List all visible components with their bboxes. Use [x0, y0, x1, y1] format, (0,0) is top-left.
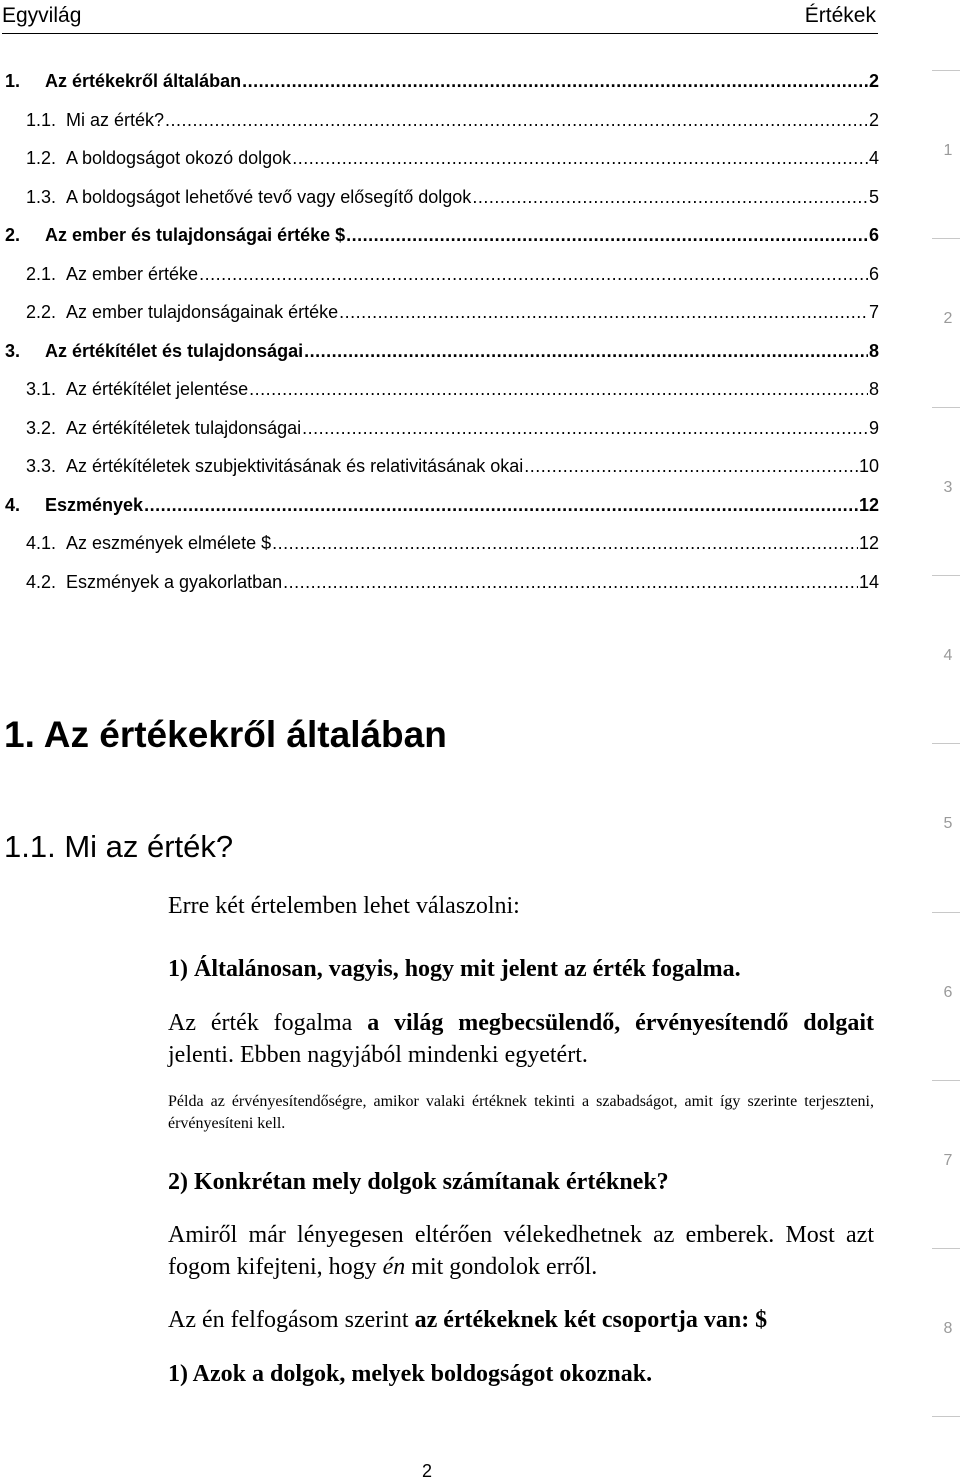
- toc-entry[interactable]: [5, 66, 879, 96]
- toc-dot-leader: [272, 528, 858, 558]
- groups-text-bold: az értékeknek két csoportja van: $: [414, 1307, 768, 1333]
- toc-dot-leader: [524, 451, 858, 481]
- side-nav-divider: [932, 407, 960, 408]
- toc-entry-title: Az eszmények elmélete $: [66, 533, 272, 553]
- toc-entry[interactable]: [26, 567, 879, 597]
- toc-entry-title: Az ember és tulajdonságai értéke $: [45, 225, 346, 245]
- side-nav-divider: [932, 238, 960, 239]
- side-nav-divider: [932, 575, 960, 576]
- toc-entry-title: Az értékekről általában: [45, 71, 242, 91]
- toc-entry-number: 2.2.: [26, 302, 57, 322]
- toc-dot-leader: [339, 297, 868, 327]
- side-nav-page-7[interactable]: 7: [943, 1151, 953, 1169]
- toc-entry-page: 9: [868, 417, 879, 438]
- toc-entry-title: A boldogságot okozó dolgok: [66, 148, 292, 168]
- side-page-navigation: [932, 0, 960, 1481]
- toc-entry[interactable]: [26, 413, 879, 443]
- toc-entry[interactable]: [26, 105, 879, 135]
- side-nav-page-6[interactable]: 6: [943, 983, 953, 1001]
- toc-entry-number: 1.3.: [26, 186, 57, 207]
- toc-entry[interactable]: [26, 297, 879, 327]
- toc-dot-leader: [249, 374, 868, 404]
- toc-entry[interactable]: [5, 336, 879, 366]
- toc-entry-title: Eszmények: [45, 494, 144, 515]
- toc-entry-number: 3.3.: [26, 456, 57, 476]
- side-nav-page-2[interactable]: 2: [943, 310, 953, 328]
- toc-entry[interactable]: [5, 220, 879, 250]
- toc-dot-leader: [242, 66, 868, 96]
- toc-entry-title: Az ember tulajdonságainak értéke: [66, 302, 339, 322]
- toc-entry-number: 3.1.: [26, 379, 57, 399]
- toc-entry-number: 1.: [5, 71, 21, 91]
- toc-entry-title: Eszmények a gyakorlatban: [66, 571, 283, 592]
- side-nav-page-1[interactable]: 1: [943, 142, 953, 160]
- body-example-paragraph: Példa az érvényesítendőségre, amikor valaki értéknek tekinti a szabadságot, amit így szerinte terjeszteni, érvényesíteni kell.: [168, 1093, 874, 1132]
- toc-entry-page: 12: [858, 533, 879, 553]
- subsection-title: 1.1. Mi az érték?: [4, 829, 234, 864]
- toc-entry-page: 14: [858, 571, 879, 592]
- side-nav-page-5[interactable]: 5: [943, 815, 953, 833]
- side-nav-page-4[interactable]: 4: [943, 647, 953, 665]
- toc-entry[interactable]: [26, 374, 879, 404]
- toc-entry[interactable]: [5, 490, 879, 520]
- toc-dot-leader: [472, 182, 868, 212]
- toc-entry-page: 6: [868, 225, 879, 245]
- toc-entry-page: 5: [868, 186, 879, 207]
- toc-entry-number: 2.: [5, 225, 21, 245]
- toc-entry-title: A boldogságot lehetővé tevő vagy elősegítő dolgok: [66, 186, 472, 207]
- toc-entry-number: 4.1.: [26, 533, 57, 553]
- toc-dot-leader: [304, 336, 868, 366]
- side-nav-divider: [932, 70, 960, 71]
- toc-dot-leader: [302, 413, 868, 443]
- body-paragraph-intro: Erre két értelemben lehet válaszolni:: [168, 893, 520, 919]
- toc-entry-page: 12: [858, 494, 879, 515]
- toc-dot-leader: [346, 220, 868, 250]
- toc-entry-number: 1.2.: [26, 148, 57, 168]
- side-nav-divider: [932, 743, 960, 744]
- toc-entry-number: 1.1.: [26, 109, 57, 130]
- groups-text-a: Az én felfogásom szerint: [168, 1307, 415, 1333]
- body-paragraph-groups: [168, 1304, 874, 1336]
- section-title: 1. Az értékekről általában: [4, 714, 447, 755]
- definition-text-a: Az érték fogalma: [168, 1010, 368, 1036]
- toc-entry-page: 8: [868, 379, 879, 399]
- side-nav-divider: [932, 1248, 960, 1249]
- opinion-text-a: Amiről már lényegesen eltérően vélekedhetnek az emberek. Most azt fogom kifejteni, hogy: [168, 1222, 874, 1280]
- side-nav-divider: [932, 912, 960, 913]
- toc-entry-title: Az értékítélet és tulajdonságai: [45, 340, 304, 361]
- body-point-1-happiness: 1) Azok a dolgok, melyek boldogságot okoznak.: [168, 1361, 653, 1387]
- header-left-title: Egyvilág: [2, 4, 82, 27]
- toc-entry[interactable]: [26, 143, 879, 173]
- toc-entry-page: 6: [868, 263, 879, 284]
- body-paragraph-opinion: [168, 1219, 874, 1283]
- toc-entry[interactable]: [26, 528, 879, 558]
- body-paragraph-definition: [168, 1007, 874, 1071]
- toc-entry-page: 10: [858, 456, 879, 476]
- toc-entry-number: 4.: [5, 494, 21, 515]
- toc-entry-number: 3.: [5, 340, 21, 361]
- toc-entry[interactable]: [26, 182, 879, 212]
- toc-entry-title: Az értékítéletek szubjektivitásának és relativitásának okai: [66, 456, 524, 476]
- toc-dot-leader: [165, 105, 868, 135]
- opinion-text-italic: én: [382, 1254, 406, 1280]
- toc-entry-title: Az értékítélet jelentése: [66, 379, 249, 399]
- toc-dot-leader: [292, 143, 868, 173]
- side-nav-divider: [932, 1080, 960, 1081]
- toc-entry-page: 2: [868, 109, 879, 130]
- definition-text-bold: a világ megbecsülendő, érvényesítendő dolgait: [367, 1010, 874, 1036]
- toc-entry[interactable]: [26, 451, 879, 481]
- toc-dot-leader: [283, 567, 858, 597]
- toc-entry-number: 2.1.: [26, 263, 57, 284]
- footer-page-number: 2: [422, 1461, 433, 1481]
- toc-entry-title: Az értékítéletek tulajdonságai: [66, 417, 302, 438]
- opinion-text-c: mit gondolok erről.: [405, 1254, 598, 1280]
- toc-entry-page: 4: [868, 148, 879, 168]
- body-point-2-concrete: 2) Konkrétan mely dolgok számítanak értéknek?: [168, 1169, 669, 1195]
- side-nav-page-8[interactable]: 8: [943, 1320, 953, 1338]
- header-right-title: Értékek: [804, 4, 876, 27]
- body-point-1-general: 1) Általánosan, vagyis, hogy mit jelent az érték fogalma.: [168, 956, 741, 982]
- side-nav-page-3[interactable]: 3: [943, 478, 953, 496]
- toc-entry[interactable]: [26, 259, 879, 289]
- definition-text-c: jelenti. Ebben nagyjából mindenki egyetért.: [168, 1042, 588, 1068]
- toc-dot-leader: [199, 259, 868, 289]
- toc-entry-title: Az ember értéke: [66, 263, 199, 284]
- toc-entry-page: 2: [868, 71, 879, 91]
- side-nav-divider: [932, 1416, 960, 1417]
- toc-entry-page: 7: [868, 302, 879, 322]
- toc-entry-number: 3.2.: [26, 417, 57, 438]
- toc-entry-title: Mi az érték?: [66, 109, 165, 130]
- toc-entry-number: 4.2.: [26, 571, 57, 592]
- page-header: [2, 0, 878, 34]
- toc-dot-leader: [144, 490, 858, 520]
- toc-entry-page: 8: [868, 340, 879, 361]
